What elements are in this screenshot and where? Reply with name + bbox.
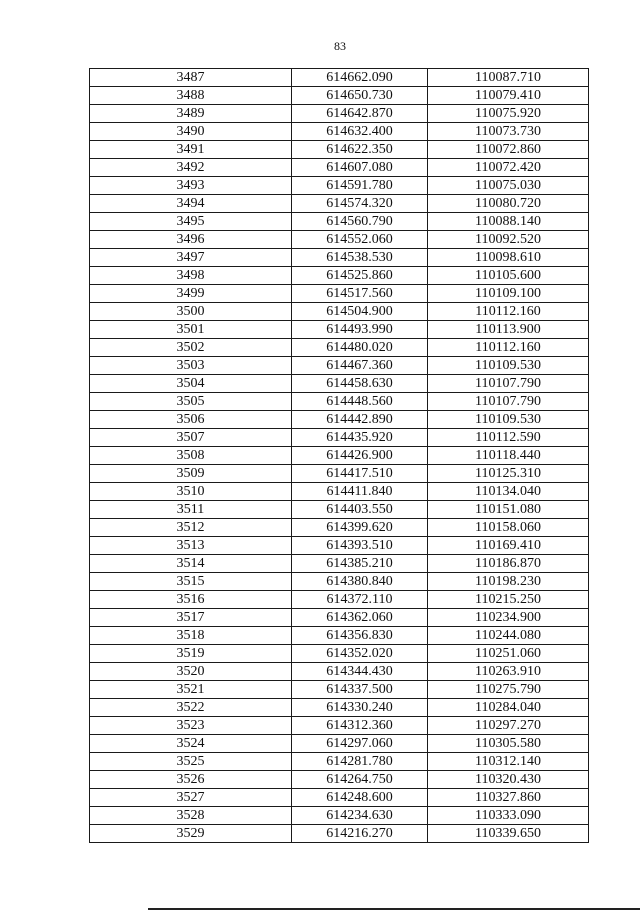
point-id-cell: 3521 xyxy=(90,681,292,699)
x-coordinate-cell: 614448.560 xyxy=(292,393,428,411)
point-id-cell: 3506 xyxy=(90,411,292,429)
y-coordinate-cell: 110092.520 xyxy=(428,231,589,249)
point-id-cell: 3519 xyxy=(90,645,292,663)
point-id-cell: 3507 xyxy=(90,429,292,447)
table-row xyxy=(90,771,589,789)
bottom-rule xyxy=(148,908,640,910)
table-row xyxy=(90,789,589,807)
table-row xyxy=(90,645,589,663)
x-coordinate-cell: 614650.730 xyxy=(292,87,428,105)
point-id-cell: 3529 xyxy=(90,825,292,843)
y-coordinate-cell: 110327.860 xyxy=(428,789,589,807)
point-id-cell: 3523 xyxy=(90,717,292,735)
point-id-cell: 3488 xyxy=(90,87,292,105)
x-coordinate-cell: 614312.360 xyxy=(292,717,428,735)
table-row xyxy=(90,717,589,735)
x-coordinate-cell: 614330.240 xyxy=(292,699,428,717)
y-coordinate-cell: 110118.440 xyxy=(428,447,589,465)
y-coordinate-cell: 110112.160 xyxy=(428,303,589,321)
point-id-cell: 3516 xyxy=(90,591,292,609)
point-id-cell: 3526 xyxy=(90,771,292,789)
y-coordinate-cell: 110251.060 xyxy=(428,645,589,663)
x-coordinate-cell: 614403.550 xyxy=(292,501,428,519)
x-coordinate-cell: 614281.780 xyxy=(292,753,428,771)
table-row xyxy=(90,303,589,321)
y-coordinate-cell: 110263.910 xyxy=(428,663,589,681)
y-coordinate-cell: 110186.870 xyxy=(428,555,589,573)
x-coordinate-cell: 614426.900 xyxy=(292,447,428,465)
y-coordinate-cell: 110333.090 xyxy=(428,807,589,825)
x-coordinate-cell: 614411.840 xyxy=(292,483,428,501)
x-coordinate-cell: 614264.750 xyxy=(292,771,428,789)
x-coordinate-cell: 614435.920 xyxy=(292,429,428,447)
y-coordinate-cell: 110072.860 xyxy=(428,141,589,159)
x-coordinate-cell: 614662.090 xyxy=(292,69,428,87)
point-id-cell: 3524 xyxy=(90,735,292,753)
table-row xyxy=(90,735,589,753)
x-coordinate-cell: 614480.020 xyxy=(292,339,428,357)
y-coordinate-cell: 110125.310 xyxy=(428,465,589,483)
point-id-cell: 3504 xyxy=(90,375,292,393)
table-row xyxy=(90,69,589,87)
x-coordinate-cell: 614393.510 xyxy=(292,537,428,555)
table-row xyxy=(90,105,589,123)
x-coordinate-cell: 614642.870 xyxy=(292,105,428,123)
x-coordinate-cell: 614344.430 xyxy=(292,663,428,681)
x-coordinate-cell: 614591.780 xyxy=(292,177,428,195)
table-row xyxy=(90,609,589,627)
table-row xyxy=(90,411,589,429)
x-coordinate-cell: 614385.210 xyxy=(292,555,428,573)
x-coordinate-cell: 614493.990 xyxy=(292,321,428,339)
y-coordinate-cell: 110073.730 xyxy=(428,123,589,141)
point-id-cell: 3499 xyxy=(90,285,292,303)
x-coordinate-cell: 614574.320 xyxy=(292,195,428,213)
x-coordinate-cell: 614352.020 xyxy=(292,645,428,663)
point-id-cell: 3501 xyxy=(90,321,292,339)
point-id-cell: 3512 xyxy=(90,519,292,537)
table-row xyxy=(90,663,589,681)
table-row xyxy=(90,375,589,393)
x-coordinate-cell: 614525.860 xyxy=(292,267,428,285)
table-row xyxy=(90,177,589,195)
point-id-cell: 3487 xyxy=(90,69,292,87)
y-coordinate-cell: 110305.580 xyxy=(428,735,589,753)
x-coordinate-cell: 614517.560 xyxy=(292,285,428,303)
y-coordinate-cell: 110320.430 xyxy=(428,771,589,789)
y-coordinate-cell: 110088.140 xyxy=(428,213,589,231)
table-row xyxy=(90,555,589,573)
table-row xyxy=(90,807,589,825)
page-number: 83 xyxy=(334,39,346,53)
table-row xyxy=(90,339,589,357)
y-coordinate-cell: 110080.720 xyxy=(428,195,589,213)
y-coordinate-cell: 110112.160 xyxy=(428,339,589,357)
table-row xyxy=(90,195,589,213)
table-row xyxy=(90,627,589,645)
x-coordinate-cell: 614234.630 xyxy=(292,807,428,825)
coordinate-table xyxy=(89,68,589,843)
point-id-cell: 3497 xyxy=(90,249,292,267)
point-id-cell: 3511 xyxy=(90,501,292,519)
table-row xyxy=(90,591,589,609)
y-coordinate-cell: 110275.790 xyxy=(428,681,589,699)
y-coordinate-cell: 110312.140 xyxy=(428,753,589,771)
point-id-cell: 3510 xyxy=(90,483,292,501)
point-id-cell: 3498 xyxy=(90,267,292,285)
x-coordinate-cell: 614632.400 xyxy=(292,123,428,141)
table-row xyxy=(90,321,589,339)
y-coordinate-cell: 110109.100 xyxy=(428,285,589,303)
table-row xyxy=(90,825,589,843)
x-coordinate-cell: 614504.900 xyxy=(292,303,428,321)
point-id-cell: 3527 xyxy=(90,789,292,807)
table-row xyxy=(90,213,589,231)
y-coordinate-cell: 110339.650 xyxy=(428,825,589,843)
table-row xyxy=(90,285,589,303)
x-coordinate-cell: 614607.080 xyxy=(292,159,428,177)
table-row xyxy=(90,267,589,285)
x-coordinate-cell: 614216.270 xyxy=(292,825,428,843)
point-id-cell: 3492 xyxy=(90,159,292,177)
point-id-cell: 3518 xyxy=(90,627,292,645)
point-id-cell: 3525 xyxy=(90,753,292,771)
x-coordinate-cell: 614622.350 xyxy=(292,141,428,159)
y-coordinate-cell: 110105.600 xyxy=(428,267,589,285)
point-id-cell: 3502 xyxy=(90,339,292,357)
table-row xyxy=(90,393,589,411)
point-id-cell: 3496 xyxy=(90,231,292,249)
x-coordinate-cell: 614362.060 xyxy=(292,609,428,627)
table-row xyxy=(90,681,589,699)
y-coordinate-cell: 110087.710 xyxy=(428,69,589,87)
point-id-cell: 3490 xyxy=(90,123,292,141)
x-coordinate-cell: 614337.500 xyxy=(292,681,428,699)
y-coordinate-cell: 110075.030 xyxy=(428,177,589,195)
table-row xyxy=(90,573,589,591)
y-coordinate-cell: 110151.080 xyxy=(428,501,589,519)
point-id-cell: 3522 xyxy=(90,699,292,717)
point-id-cell: 3509 xyxy=(90,465,292,483)
point-id-cell: 3493 xyxy=(90,177,292,195)
table-body xyxy=(90,69,589,843)
y-coordinate-cell: 110134.040 xyxy=(428,483,589,501)
point-id-cell: 3508 xyxy=(90,447,292,465)
table-row xyxy=(90,249,589,267)
point-id-cell: 3494 xyxy=(90,195,292,213)
y-coordinate-cell: 110075.920 xyxy=(428,105,589,123)
y-coordinate-cell: 110113.900 xyxy=(428,321,589,339)
y-coordinate-cell: 110215.250 xyxy=(428,591,589,609)
y-coordinate-cell: 110079.410 xyxy=(428,87,589,105)
table-row xyxy=(90,87,589,105)
point-id-cell: 3489 xyxy=(90,105,292,123)
table-row xyxy=(90,159,589,177)
point-id-cell: 3500 xyxy=(90,303,292,321)
y-coordinate-cell: 110158.060 xyxy=(428,519,589,537)
table-row xyxy=(90,699,589,717)
point-id-cell: 3528 xyxy=(90,807,292,825)
x-coordinate-cell: 614442.890 xyxy=(292,411,428,429)
table-row xyxy=(90,447,589,465)
table-row xyxy=(90,357,589,375)
table-row xyxy=(90,753,589,771)
x-coordinate-cell: 614297.060 xyxy=(292,735,428,753)
table-row xyxy=(90,501,589,519)
x-coordinate-cell: 614417.510 xyxy=(292,465,428,483)
point-id-cell: 3505 xyxy=(90,393,292,411)
point-id-cell: 3514 xyxy=(90,555,292,573)
x-coordinate-cell: 614248.600 xyxy=(292,789,428,807)
point-id-cell: 3517 xyxy=(90,609,292,627)
y-coordinate-cell: 110112.590 xyxy=(428,429,589,447)
y-coordinate-cell: 110297.270 xyxy=(428,717,589,735)
x-coordinate-cell: 614399.620 xyxy=(292,519,428,537)
table-row xyxy=(90,141,589,159)
point-id-cell: 3503 xyxy=(90,357,292,375)
table-row xyxy=(90,483,589,501)
table-row xyxy=(90,537,589,555)
table-row xyxy=(90,231,589,249)
x-coordinate-cell: 614560.790 xyxy=(292,213,428,231)
table-row xyxy=(90,123,589,141)
y-coordinate-cell: 110107.790 xyxy=(428,375,589,393)
table-row xyxy=(90,519,589,537)
x-coordinate-cell: 614552.060 xyxy=(292,231,428,249)
x-coordinate-cell: 614380.840 xyxy=(292,573,428,591)
table-row xyxy=(90,465,589,483)
point-id-cell: 3520 xyxy=(90,663,292,681)
y-coordinate-cell: 110098.610 xyxy=(428,249,589,267)
y-coordinate-cell: 110107.790 xyxy=(428,393,589,411)
y-coordinate-cell: 110109.530 xyxy=(428,357,589,375)
y-coordinate-cell: 110169.410 xyxy=(428,537,589,555)
x-coordinate-cell: 614458.630 xyxy=(292,375,428,393)
x-coordinate-cell: 614538.530 xyxy=(292,249,428,267)
x-coordinate-cell: 614372.110 xyxy=(292,591,428,609)
point-id-cell: 3513 xyxy=(90,537,292,555)
y-coordinate-cell: 110284.040 xyxy=(428,699,589,717)
x-coordinate-cell: 614467.360 xyxy=(292,357,428,375)
y-coordinate-cell: 110072.420 xyxy=(428,159,589,177)
point-id-cell: 3491 xyxy=(90,141,292,159)
point-id-cell: 3495 xyxy=(90,213,292,231)
y-coordinate-cell: 110234.900 xyxy=(428,609,589,627)
y-coordinate-cell: 110244.080 xyxy=(428,627,589,645)
x-coordinate-cell: 614356.830 xyxy=(292,627,428,645)
point-id-cell: 3515 xyxy=(90,573,292,591)
y-coordinate-cell: 110109.530 xyxy=(428,411,589,429)
y-coordinate-cell: 110198.230 xyxy=(428,573,589,591)
table-row xyxy=(90,429,589,447)
